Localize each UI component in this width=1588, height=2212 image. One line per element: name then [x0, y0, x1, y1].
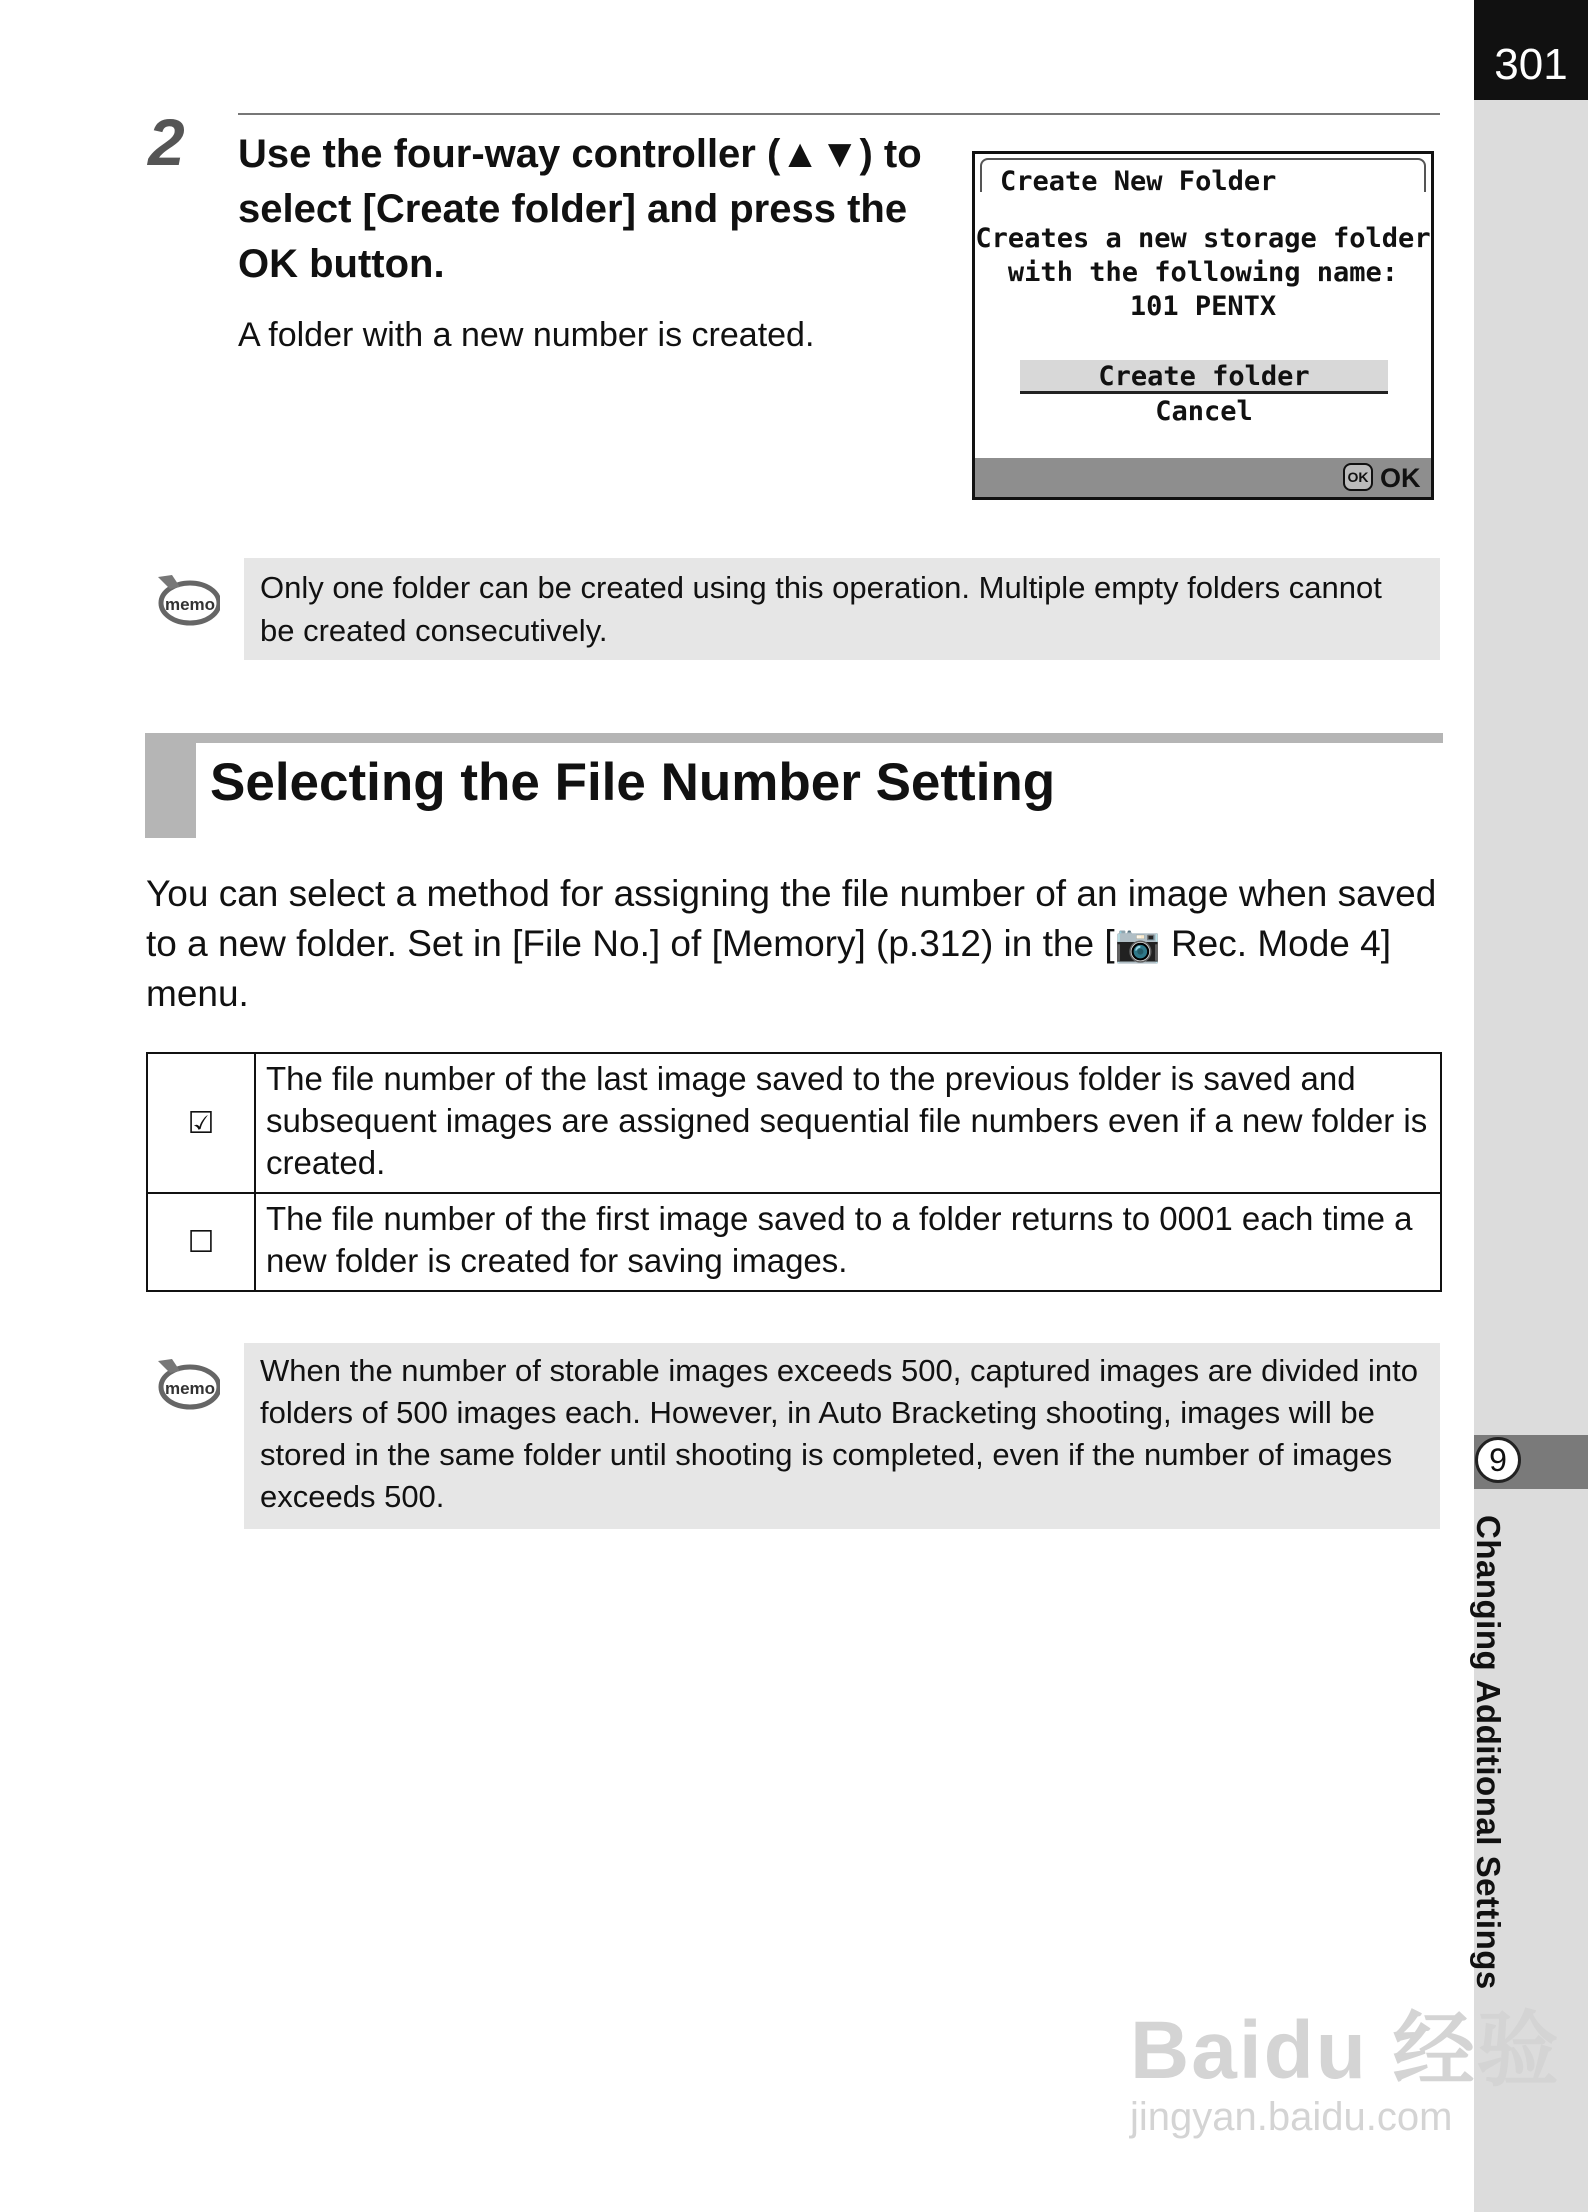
memo-icon-label: memo: [164, 1379, 216, 1398]
camera-lcd-screen: [972, 151, 1434, 500]
table-row: [147, 1193, 1441, 1291]
file-number-options-table: [146, 1052, 1442, 1292]
memo-icon-label: memo: [164, 595, 216, 614]
section-heading: Selecting the File Number Setting: [210, 753, 1056, 812]
table-row: [147, 1053, 1441, 1193]
lcd-title: Create New Folder: [1000, 166, 1277, 197]
watermark-url: jingyan.baidu.com: [1130, 2095, 1453, 2139]
lcd-message-line: with the following name:: [1007, 257, 1399, 288]
lcd-option-create-folder[interactable]: Create folder: [1020, 360, 1388, 394]
table-cell-description: The file number of the last image saved to the previous folder is saved and subsequent images are assigned sequential file numbers even if a new folder is created.: [255, 1053, 1441, 1193]
memo-icon: [150, 567, 220, 627]
baidu-watermark: Baidu 经验: [1130, 2005, 1561, 2096]
section-intro: You can select a method for assigning the file number of an image when saved to a new folder. Set in [File No.] of [Memory] (p.312) in the [📷 Rec. Mode 4] menu.: [146, 873, 1437, 1014]
heading-bar-accent: [145, 733, 196, 838]
memo-text: When the number of storable images exceeds 500, captured images are divided into folders of 500 images each. However, in Auto Bracketing shooting, images will be stored in the same folder until shooting is completed, even if the number of images exceeds 500.: [260, 1353, 1419, 1514]
chapter-title: Changing Additional Settings: [1470, 1515, 1507, 1990]
step-number: 2: [148, 105, 185, 179]
memo-text: Only one folder can be created using this operation. Multiple empty folders cannot be created consecutively.: [260, 570, 1382, 648]
checked-box-icon: ☑: [147, 1053, 255, 1193]
lcd-option-cancel[interactable]: Cancel: [1155, 396, 1253, 427]
ok-button-icon: OK: [1343, 463, 1373, 491]
chapter-number: 9: [1475, 1437, 1521, 1483]
heading-bar: [145, 733, 1443, 743]
lcd-ok-label: OK: [1380, 463, 1421, 493]
step-instruction: Use the four-way controller (▲▼) to select [Create folder] and press the OK button.: [238, 132, 922, 286]
page-number: 301: [1494, 40, 1568, 89]
lcd-folder-name: 101 PENTX: [1129, 291, 1277, 322]
step-divider: [238, 113, 1440, 115]
lcd-message-line: Creates a new storage folder: [975, 223, 1431, 254]
unchecked-box-icon: ☐: [147, 1193, 255, 1291]
step-result: A folder with a new number is created.: [238, 316, 815, 354]
table-cell-description: The file number of the first image saved to a folder returns to 0001 each time a new folder is created for saving images.: [255, 1193, 1441, 1291]
memo-icon: [150, 1351, 220, 1411]
